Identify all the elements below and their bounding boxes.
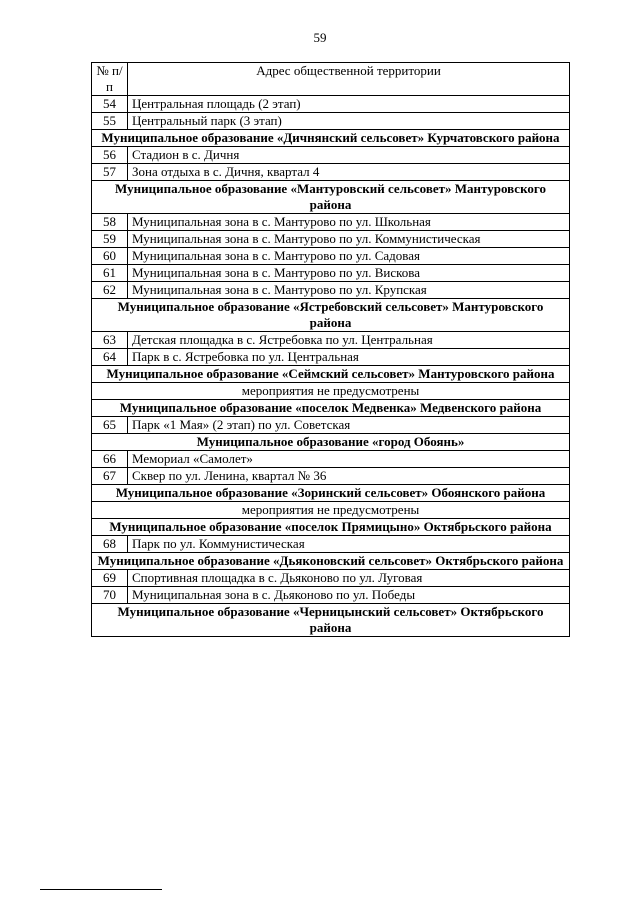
table-row <box>92 231 570 248</box>
row-number: 61 <box>92 265 128 282</box>
row-number: 55 <box>92 113 128 130</box>
table-row <box>92 113 570 130</box>
section-note: мероприятия не предусмотрены <box>92 383 570 400</box>
row-number: 70 <box>92 587 128 604</box>
table-row <box>92 248 570 265</box>
row-address: Парк в с. Ястребовка по ул. Центральная <box>128 349 570 366</box>
row-address: Муниципальная зона в с. Мантурово по ул. Школьная <box>128 214 570 231</box>
section-row <box>92 553 570 570</box>
note-row <box>92 502 570 519</box>
table-row <box>92 282 570 299</box>
row-number: 54 <box>92 96 128 113</box>
row-address: Зона отдыха в с. Дичня, квартал 4 <box>128 164 570 181</box>
table-row <box>92 147 570 164</box>
row-number: 63 <box>92 332 128 349</box>
table-body <box>92 96 570 637</box>
row-address: Парк «1 Мая» (2 этап) по ул. Советская <box>128 417 570 434</box>
section-heading: Муниципальное образование «Ястребовский сельсовет» Мантуровского района <box>92 299 570 332</box>
table-row <box>92 570 570 587</box>
section-heading: Муниципальное образование «поселок Медвенка» Медвенского района <box>92 400 570 417</box>
section-row <box>92 181 570 214</box>
row-number: 68 <box>92 536 128 553</box>
row-number: 64 <box>92 349 128 366</box>
table-row <box>92 451 570 468</box>
section-row <box>92 519 570 536</box>
section-heading: Муниципальное образование «Зоринский сельсовет» Обоянского района <box>92 485 570 502</box>
table-header-row <box>92 63 570 96</box>
table-row <box>92 96 570 113</box>
row-number: 57 <box>92 164 128 181</box>
section-row <box>92 299 570 332</box>
table-row <box>92 265 570 282</box>
row-address: Муниципальная зона в с. Мантурово по ул. Крупская <box>128 282 570 299</box>
table-row <box>92 536 570 553</box>
row-number: 58 <box>92 214 128 231</box>
section-note: мероприятия не предусмотрены <box>92 502 570 519</box>
row-number: 62 <box>92 282 128 299</box>
header-number: № п/п <box>92 63 128 96</box>
table-row <box>92 349 570 366</box>
row-address: Центральная площадь (2 этап) <box>128 96 570 113</box>
row-number: 66 <box>92 451 128 468</box>
table-row <box>92 332 570 349</box>
row-address: Центральный парк (3 этап) <box>128 113 570 130</box>
row-address: Сквер по ул. Ленина, квартал № 36 <box>128 468 570 485</box>
footnote-separator <box>40 889 162 890</box>
row-address: Муниципальная зона в с. Мантурово по ул. Садовая <box>128 248 570 265</box>
table-row <box>92 417 570 434</box>
section-row <box>92 604 570 637</box>
section-heading: Муниципальное образование «Сеймский сельсовет» Мантуровского района <box>92 366 570 383</box>
row-number: 69 <box>92 570 128 587</box>
section-row <box>92 130 570 147</box>
row-address: Муниципальная зона в с. Мантурово по ул. Коммунистическая <box>128 231 570 248</box>
section-heading: Муниципальное образование «Дьяконовский сельсовет» Октябрьского района <box>92 553 570 570</box>
table-row <box>92 214 570 231</box>
section-row <box>92 400 570 417</box>
section-row <box>92 485 570 502</box>
row-address: Мемориал «Самолет» <box>128 451 570 468</box>
section-row <box>92 366 570 383</box>
row-number: 59 <box>92 231 128 248</box>
territories-table <box>91 62 570 637</box>
row-address: Муниципальная зона в с. Мантурово по ул. Вискова <box>128 265 570 282</box>
table-row <box>92 468 570 485</box>
row-address: Стадион в с. Дичня <box>128 147 570 164</box>
section-heading: Муниципальное образование «Дичнянский сельсовет» Курчатовского района <box>92 130 570 147</box>
section-heading: Муниципальное образование «поселок Прямицыно» Октябрьского района <box>92 519 570 536</box>
row-number: 65 <box>92 417 128 434</box>
page-number: 59 <box>313 30 327 45</box>
table-row <box>92 164 570 181</box>
table-row <box>92 587 570 604</box>
row-number: 60 <box>92 248 128 265</box>
row-address: Детская площадка в с. Ястребовка по ул. Центральная <box>128 332 570 349</box>
header-address: Адрес общественной территории <box>128 63 570 96</box>
section-heading: Муниципальное образование «Черницынский сельсовет» Октябрьского района <box>92 604 570 637</box>
section-heading: Муниципальное образование «Мантуровский сельсовет» Мантуровского района <box>92 181 570 214</box>
note-row <box>92 383 570 400</box>
section-row <box>92 434 570 451</box>
section-heading: Муниципальное образование «город Обоянь» <box>92 434 570 451</box>
row-number: 67 <box>92 468 128 485</box>
row-address: Спортивная площадка в с. Дьяконово по ул. Луговая <box>128 570 570 587</box>
row-address: Муниципальная зона в с. Дьяконово по ул. Победы <box>128 587 570 604</box>
row-number: 56 <box>92 147 128 164</box>
row-address: Парк по ул. Коммунистическая <box>128 536 570 553</box>
